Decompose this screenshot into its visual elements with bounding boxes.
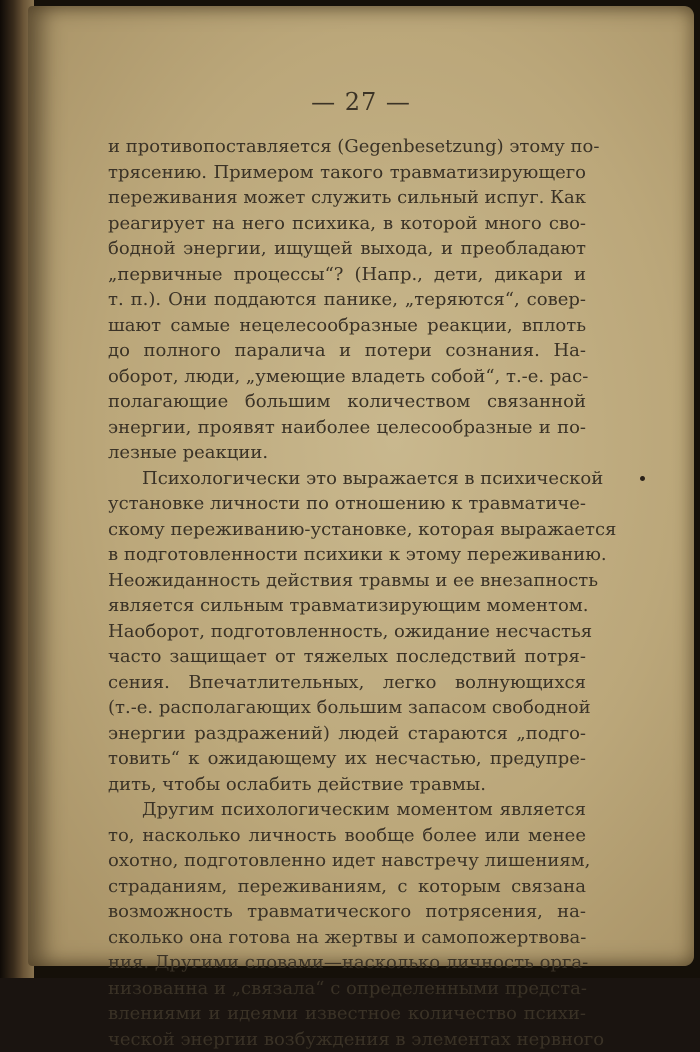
text-line: то, насколько личность вообще более или менее — [108, 823, 586, 849]
text-line: Психологически это выражается в психической — [108, 466, 586, 492]
text-line: является сильным травматизирующим моментом. — [108, 593, 586, 619]
text-line: бодной энергии, ищущей выхода, и преобладают — [108, 236, 586, 262]
text-line: сения. Впечатлительных, легко волнующихся — [108, 670, 586, 696]
text-line: установке личности по отношению к травматиче- — [108, 491, 586, 517]
paper-spot — [640, 476, 645, 481]
text-line: в подготовленности психики к этому переживанию. — [108, 542, 586, 568]
text-line: сколько она готова на жертвы и самопожертвова- — [108, 925, 586, 951]
text-line: Другим психологическим моментом является — [108, 797, 586, 823]
text-line: реагирует на него психика, в которой много сво- — [108, 211, 586, 237]
text-line: шают самые нецелесообразные реакции, вплоть — [108, 313, 586, 339]
text-line: Наоборот, подготовленность, ожидание несчастья — [108, 619, 586, 645]
text-line: и противопоставляется (Gegenbesetzung) этому по- — [108, 134, 586, 160]
text-line: часто защищает от тяжелых последствий потря- — [108, 644, 586, 670]
text-line: оборот, люди, „умеющие владеть собой“, т.-е. рас- — [108, 364, 586, 390]
text-line: (т.-е. располагающих большим запасом свободной — [108, 695, 586, 721]
text-line: страданиям, переживаниям, с которым связана — [108, 874, 586, 900]
page-text — [108, 134, 586, 1052]
text-line: ческой энергии возбуждения в элементах нервного — [108, 1027, 586, 1052]
text-line: скому переживанию-установке, которая выражается — [108, 517, 586, 543]
book-page — [28, 6, 694, 966]
text-line: охотно, подготовленно идет навстречу лишениям, — [108, 848, 586, 874]
page-number: — 27 — — [28, 88, 694, 116]
text-line: возможность травматического потрясения, на- — [108, 899, 586, 925]
text-line: энергии, проявят наиболее целесообразные и по- — [108, 415, 586, 441]
text-line: переживания может служить сильный испуг. Как — [108, 185, 586, 211]
text-line: полагающие большим количеством связанной — [108, 389, 586, 415]
text-line: энергии раздражений) людей стараются „подго- — [108, 721, 586, 747]
text-line: до полного паралича и потери сознания. На- — [108, 338, 586, 364]
text-line: низованна и „связала“ с определенными предста- — [108, 976, 586, 1002]
text-line: влениями и идеями известное количество психи- — [108, 1001, 586, 1027]
text-line: лезные реакции. — [108, 440, 586, 466]
text-line: ния. Другими словами—насколько личность орга- — [108, 950, 586, 976]
text-line: трясению. Примером такого травматизирующего — [108, 160, 586, 186]
text-line: т. п.). Они поддаются панике, „теряются“, совер- — [108, 287, 586, 313]
text-line: товить“ к ожидающему их несчастью, предупре- — [108, 746, 586, 772]
text-line: Неожиданность действия травмы и ее внезапность — [108, 568, 586, 594]
text-line: дить, чтобы ослабить действие травмы. — [108, 772, 586, 798]
text-line: „первичные процессы“? (Напр., дети, дикари и — [108, 262, 586, 288]
